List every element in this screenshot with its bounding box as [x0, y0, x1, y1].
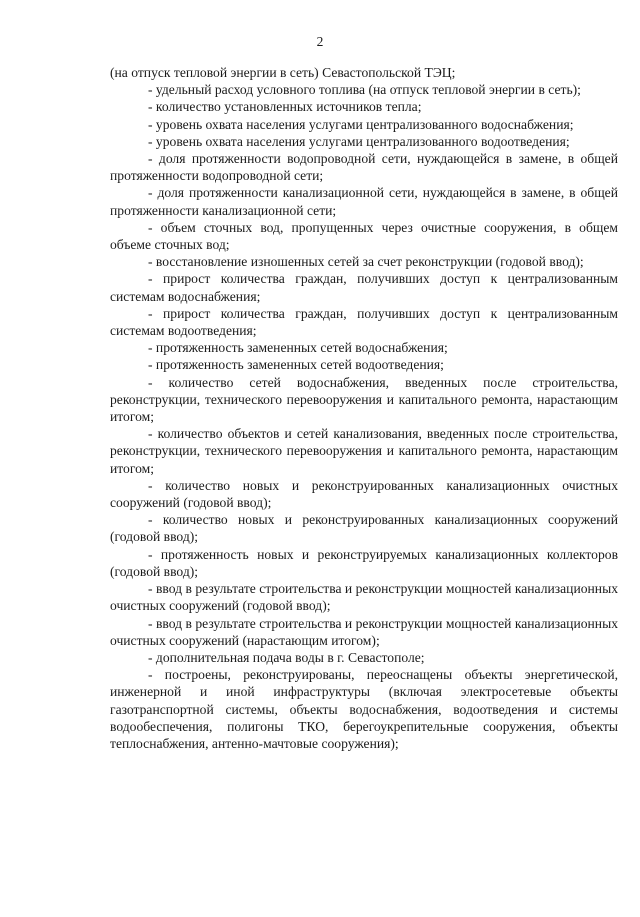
page-number: 2: [316, 34, 324, 49]
paragraph-12: - протяженность замененных сетей водоснабжения;: [148, 340, 448, 356]
paragraph-3: - количество установленных источников тепла;: [148, 99, 422, 115]
paragraph-4: - уровень охвата населения услугами централизованного водоснабжения;: [148, 116, 574, 132]
paragraph-15: - количество объектов и сетей канализования, введенных после строительства, реконструкции, технического перевооружения и капитального ремонта, нарастающим итогом;: [110, 426, 618, 476]
paragraph-1: (на отпуск тепловой энергии в сеть) Севастопольской ТЭЦ;: [110, 65, 456, 80]
paragraph-17: - количество новых и реконструированных канализационных сооружений (годовой ввод);: [110, 512, 618, 545]
paragraph-2: - удельный расход условного топлива (на отпуск тепловой энергии в сеть);: [148, 82, 581, 98]
document-body: [110, 64, 618, 752]
paragraph-10: - прирост количества граждан, получивших доступ к централизованным системам водоснабжения;: [110, 271, 618, 304]
paragraph-11: - прирост количества граждан, получивших доступ к централизованным системам водоотведения;: [110, 305, 618, 339]
paragraph-5: - уровень охвата населения услугами централизованного водоотведения;: [148, 133, 570, 149]
paragraph-16: - количество новых и реконструированных канализационных очистных сооружений (годовой ввод);: [110, 477, 618, 511]
paragraph-18: - протяженность новых и реконструируемых канализационных коллекторов (годовой ввод);: [110, 546, 618, 579]
paragraph-7: - доля протяженности канализационной сети, нуждающейся в замене, в общей протяженности канализационной сети;: [110, 185, 618, 218]
paragraph-13: - протяженность замененных сетей водоотведения;: [148, 357, 444, 373]
paragraph-8: - объем сточных вод, пропущенных через очистные сооружения, в общем объеме сточных вод;: [110, 219, 618, 253]
paragraph-14: - количество сетей водоснабжения, введенных после строительства, реконструкции, технического перевооружения и капитального ремонта, нарастающим итогом;: [110, 374, 618, 425]
paragraph-20: - ввод в результате строительства и реконструкции мощностей канализационных очистных сооружений (нарастающим итогом);: [110, 615, 618, 648]
paragraph-21: - дополнительная подача воды в г. Севастополе;: [148, 649, 425, 665]
paragraph-22: - построены, реконструированы, переоснащены объекты энергетической, инженерной и иной инфраструктуры (включая электросетевые объекты газотранспортной системы, объекты водоснабжения, водоотведения и системы водообеспечения, полигоны ТКО, берегоукрепительные сооружения, объекты теплоснабжения, антенно-мачтовые сооружения);: [110, 667, 618, 751]
paragraph-9: - восстановление изношенных сетей за счет реконструкции (годовой ввод);: [148, 254, 584, 270]
paragraph-19: - ввод в результате строительства и реконструкции мощностей канализационных очистных сооружений (годовой ввод);: [110, 581, 618, 614]
paragraph-6: - доля протяженности водопроводной сети, нуждающейся в замене, в общей протяженности водопроводной сети;: [110, 151, 618, 184]
